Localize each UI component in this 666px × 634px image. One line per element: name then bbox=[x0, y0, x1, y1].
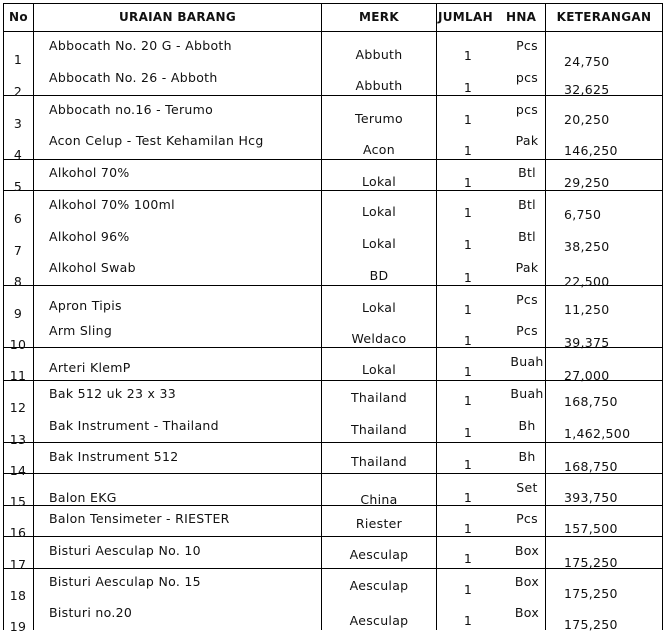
item-unit: pcs bbox=[515, 70, 539, 85]
item-price: 22,500 bbox=[564, 274, 610, 289]
item-brand: Weldaco bbox=[351, 331, 407, 346]
item-name: Bisturi Aesculap No. 10 bbox=[49, 543, 201, 558]
row-number: 17 bbox=[9, 557, 27, 572]
item-brand: Aesculap bbox=[349, 578, 409, 593]
item-name: Apron Tipis bbox=[49, 298, 122, 313]
row-divider bbox=[3, 536, 663, 537]
item-name: Bak Instrument 512 bbox=[49, 449, 179, 464]
item-name: Bisturi Aesculap No. 15 bbox=[49, 574, 201, 589]
item-brand: Acon bbox=[363, 142, 395, 157]
item-unit: Box bbox=[514, 605, 540, 620]
item-unit: Pak bbox=[515, 133, 539, 148]
row-number: 15 bbox=[9, 494, 27, 509]
item-quantity: 1 bbox=[463, 393, 473, 408]
item-name: Bisturi no.20 bbox=[49, 605, 133, 620]
item-price: 157,500 bbox=[564, 521, 618, 536]
header-hna: HNA bbox=[506, 10, 537, 24]
item-unit: Buah bbox=[510, 386, 544, 401]
item-name: Alkohol 70% bbox=[49, 165, 130, 180]
item-name: Bak Instrument - Thailand bbox=[49, 418, 219, 433]
row-number: 18 bbox=[9, 588, 27, 603]
item-quantity: 1 bbox=[463, 490, 473, 505]
item-unit: Bh bbox=[518, 449, 536, 464]
item-name: Alkohol 96% bbox=[49, 229, 130, 244]
item-price: 27,000 bbox=[564, 368, 610, 383]
item-brand: Lokal bbox=[361, 362, 397, 377]
row-number: 14 bbox=[9, 463, 27, 478]
item-quantity: 1 bbox=[463, 270, 473, 285]
item-quantity: 1 bbox=[463, 457, 473, 472]
item-price: 24,750 bbox=[564, 54, 610, 69]
item-brand: Aesculap bbox=[349, 547, 409, 562]
row-number: 16 bbox=[9, 525, 27, 540]
item-quantity: 1 bbox=[463, 425, 473, 440]
row-number: 7 bbox=[13, 243, 23, 258]
item-quantity: 1 bbox=[463, 521, 473, 536]
item-price: 6,750 bbox=[564, 207, 602, 222]
item-quantity: 1 bbox=[463, 48, 473, 63]
item-price: 175,250 bbox=[564, 586, 618, 601]
item-price: 39,375 bbox=[564, 335, 610, 350]
item-unit: Pcs bbox=[516, 38, 538, 53]
item-brand: Lokal bbox=[361, 300, 397, 315]
item-brand: Lokal bbox=[361, 174, 397, 189]
row-number: 6 bbox=[13, 211, 23, 226]
item-price: 38,250 bbox=[564, 239, 610, 254]
item-name: Arteri KlemP bbox=[49, 360, 131, 375]
item-unit: Bh bbox=[518, 418, 536, 433]
item-quantity: 1 bbox=[463, 364, 473, 379]
item-price: 168,750 bbox=[564, 459, 618, 474]
item-brand: Thailand bbox=[350, 454, 408, 469]
header-merk: MERK bbox=[359, 10, 399, 24]
row-number: 9 bbox=[13, 306, 23, 321]
item-unit: Btl bbox=[518, 165, 536, 180]
item-unit: pcs bbox=[515, 102, 539, 117]
item-price: 175,250 bbox=[564, 617, 618, 632]
row-number: 13 bbox=[9, 432, 27, 447]
item-brand: Riester bbox=[355, 516, 403, 531]
row-number: 11 bbox=[9, 368, 27, 383]
row-divider bbox=[3, 442, 663, 443]
row-number: 10 bbox=[9, 337, 27, 352]
row-number: 12 bbox=[9, 400, 27, 415]
item-brand: Aesculap bbox=[349, 613, 409, 628]
item-quantity: 1 bbox=[463, 302, 473, 317]
row-number: 2 bbox=[13, 84, 23, 99]
item-quantity: 1 bbox=[463, 175, 473, 190]
item-price: 20,250 bbox=[564, 112, 610, 127]
row-number: 1 bbox=[13, 52, 23, 67]
item-price: 11,250 bbox=[564, 302, 610, 317]
header-jumlah: JUMLAH bbox=[438, 10, 493, 24]
item-name: Acon Celup - Test Kehamilan Hcg bbox=[49, 133, 264, 148]
item-unit: Btl bbox=[518, 197, 536, 212]
item-quantity: 1 bbox=[463, 551, 473, 566]
item-quantity: 1 bbox=[463, 333, 473, 348]
item-quantity: 1 bbox=[463, 613, 473, 628]
item-quantity: 1 bbox=[463, 80, 473, 95]
header-uraian-barang: URAIAN BARANG bbox=[119, 10, 236, 24]
row-divider bbox=[3, 190, 663, 191]
item-unit: Set bbox=[516, 480, 538, 495]
item-price: 146,250 bbox=[564, 143, 618, 158]
item-brand: Thailand bbox=[350, 422, 408, 437]
item-name: Arm Sling bbox=[49, 323, 113, 338]
item-quantity: 1 bbox=[463, 582, 473, 597]
row-number: 4 bbox=[13, 147, 23, 162]
item-name: Balon Tensimeter - RIESTER bbox=[49, 511, 230, 526]
item-name: Alkohol Swab bbox=[49, 260, 136, 275]
row-divider bbox=[3, 159, 663, 160]
item-quantity: 1 bbox=[463, 112, 473, 127]
item-quantity: 1 bbox=[463, 237, 473, 252]
item-unit: Pcs bbox=[516, 323, 538, 338]
item-unit: Pcs bbox=[516, 292, 538, 307]
item-brand: Abbuth bbox=[355, 78, 403, 93]
item-brand: Abbuth bbox=[355, 47, 403, 62]
row-number: 3 bbox=[13, 116, 23, 131]
item-price: 393,750 bbox=[564, 490, 618, 505]
item-name: Abbocath No. 20 G - Abboth bbox=[49, 38, 232, 53]
item-unit: Box bbox=[514, 574, 540, 589]
item-price: 168,750 bbox=[564, 394, 618, 409]
row-number: 8 bbox=[13, 274, 23, 289]
item-name: Abbocath no.16 - Terumo bbox=[49, 102, 214, 117]
item-quantity: 1 bbox=[463, 143, 473, 158]
item-name: Abbocath No. 26 - Abboth bbox=[49, 70, 218, 85]
item-unit: Btl bbox=[518, 229, 536, 244]
item-brand: BD bbox=[369, 268, 389, 283]
header-keterangan: KETERANGAN bbox=[556, 10, 652, 24]
item-price: 29,250 bbox=[564, 175, 610, 190]
item-price: 32,625 bbox=[564, 82, 610, 97]
item-brand: Lokal bbox=[361, 236, 397, 251]
item-brand: China bbox=[360, 492, 398, 507]
item-unit: Box bbox=[514, 543, 540, 558]
row-number: 19 bbox=[9, 619, 27, 634]
item-quantity: 1 bbox=[463, 205, 473, 220]
item-name: Bak 512 uk 23 x 33 bbox=[49, 386, 176, 401]
item-price: 1,462,500 bbox=[564, 426, 631, 441]
item-brand: Lokal bbox=[361, 204, 397, 219]
item-brand: Thailand bbox=[350, 390, 408, 405]
item-unit: Pcs bbox=[516, 511, 538, 526]
item-unit: Pak bbox=[515, 260, 539, 275]
row-number: 5 bbox=[13, 179, 23, 194]
item-name: Alkohol 70% 100ml bbox=[49, 197, 175, 212]
item-name: Balon EKG bbox=[49, 490, 117, 505]
item-unit: Buah bbox=[510, 354, 544, 369]
item-price: 175,250 bbox=[564, 555, 618, 570]
item-brand: Terumo bbox=[355, 111, 403, 126]
header-no: No bbox=[9, 10, 28, 24]
